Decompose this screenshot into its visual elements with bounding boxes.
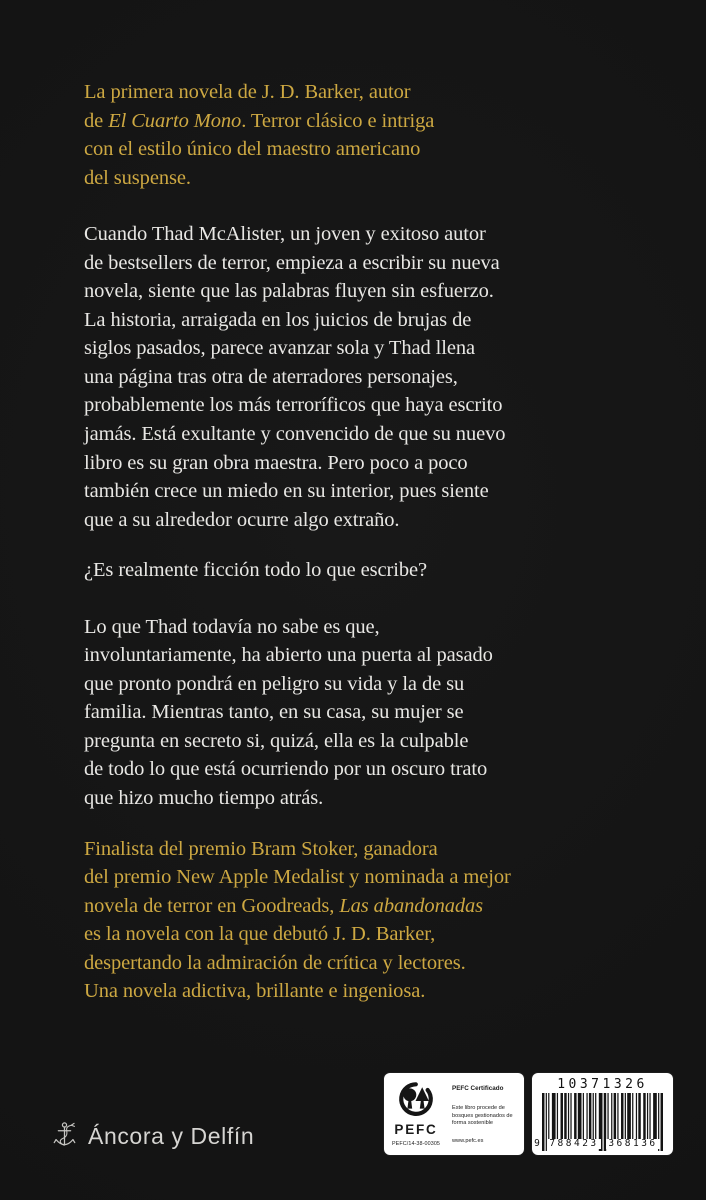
blurb-line: involuntariamente, ha abierto una puerta al pasado [84,644,493,667]
back-cover-blurb [84,78,511,1006]
blurb-line: que a su alrededor ocurre algo extraño. [84,508,400,531]
blurb-line: que pronto pondrá en peligro su vida y la de su [84,672,465,695]
ean-prefix: 9 [534,1138,540,1149]
blurb-line: Lo que Thad todavía no sabe es que, [84,615,380,638]
blurb-line: que hizo mucho tiempo atrás. [84,787,324,810]
ean-barcode [532,1093,673,1151]
text-segment: novela de terror en Goodreads, [84,894,340,917]
text-segment: de [84,109,109,132]
pefc-url: www.pefc.es [452,1138,484,1144]
blurb-line: Una novela adictiva, brillante e ingeniosa. [84,980,426,1003]
blurb-line: La primera novela de J. D. Barker, autor [84,81,411,103]
blurb-line: libro es su gran obra maestra. Pero poco a poco [84,451,468,474]
blurb-line: de bestsellers de terror, empieza a escribir su nueva [84,251,500,274]
blurb-line: una página tras otra de aterradores personajes, [84,365,458,388]
blurb-line: familia. Mientras tanto, en su casa, su mujer se [84,701,464,724]
pefc-trees-icon [393,1081,439,1121]
pefc-certification-label [384,1073,524,1155]
barcode-label [532,1073,673,1155]
publisher-imprint [51,1120,254,1152]
blurb-line: pregunta en secreto si, quizá, ella es la culpable [84,729,469,752]
barcode-digits [532,1138,660,1149]
blurb-line: jamás. Está exultante y convencido de que su nuevo [84,423,506,446]
barcode-top-number: 10371326 [557,1077,648,1092]
awards-paragraph [84,835,511,1006]
blurb-line: Cuando Thad McAlister, un joven y exitoso autor [84,223,486,246]
synopsis-paragraph-1 [84,220,511,534]
book-title-italic: Las abandonadas [339,894,484,917]
blurb-line: también crece un miedo en su interior, pues siente [84,480,489,503]
intro-paragraph [84,78,511,192]
pefc-title: PEFC Certificado [452,1085,504,1092]
blurb-line [84,107,511,136]
book-title-italic: El Cuarto Mono [108,109,242,132]
pefc-text-column [448,1073,524,1155]
blurb-line: con el estilo único del maestro americano [84,138,421,161]
synopsis-paragraph-2 [84,613,511,813]
pefc-cert-code: PEFC/14-38-00305 [391,1141,441,1147]
ean-group-1: 788423 [547,1139,601,1149]
blurb-line: La historia, arraigada en los juicios de brujas de [84,308,472,331]
blurb-line: Finalista del premio Bram Stoker, ganadora [84,837,438,860]
pefc-wordmark: PEFC [394,1122,438,1137]
blurb-line: probablemente los más terroríficos que haya escrito [84,394,503,417]
blurb-line: del premio New Apple Medalist y nominada a mejor [84,866,511,889]
pefc-description: Este libro procede de bosques gestionados de forma sostenible [452,1105,513,1127]
blurb-line: del suspense. [84,166,191,189]
ean-group-2: 368136 [606,1139,660,1149]
blurb-line [84,892,511,921]
blurb-line: es la novela con la que debutó J. D. Barker, [84,923,436,946]
blurb-line: despertando la admiración de crítica y lectores. [84,951,466,974]
pefc-logo-column [384,1073,448,1155]
question-line [84,556,511,585]
anchor-dolphin-icon [51,1121,78,1152]
blurb-line: novela, siente que las palabras fluyen sin esfuerzo. [84,280,494,303]
blurb-line: de todo lo que está ocurriendo por un oscuro trato [84,758,488,781]
blurb-line: siglos pasados, parece avanzar sola y Thad llena [84,337,476,360]
blurb-line: ¿Es realmente ficción todo lo que escribe? [84,559,428,582]
imprint-name: Áncora y Delfín [88,1123,255,1149]
text-segment: . Terror clásico e intriga [241,109,435,132]
